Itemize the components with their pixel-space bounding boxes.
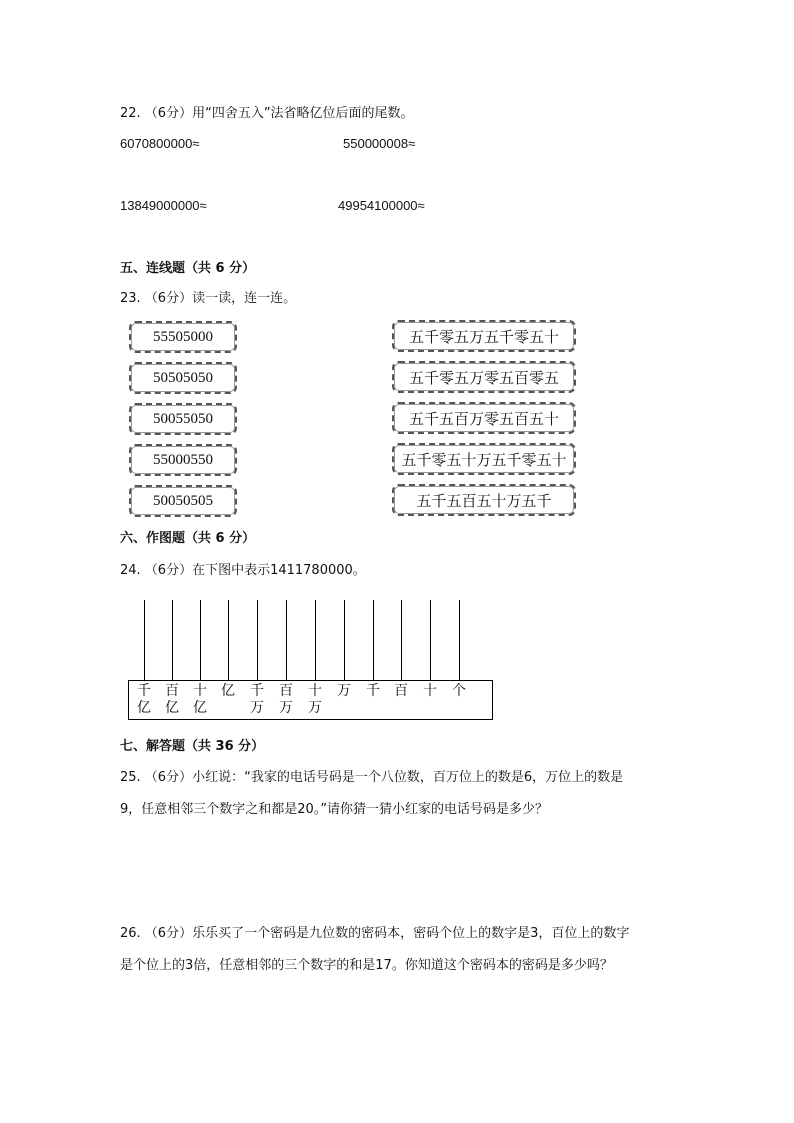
abacus-rod-4[interactable] [228, 600, 229, 680]
section-6-title: 六、作图题（共 6 分） [120, 531, 256, 546]
words-card-1[interactable]: 五千零五万五千零五十 [392, 320, 576, 352]
place-bottom-7: 万 [308, 700, 322, 716]
q25-line-1: 25. （6分）小红说：“我家的电话号码是一个八位数，百万位上的数是6，万位上的数是 [120, 770, 624, 785]
number-card-2[interactable]: 50505050 [129, 362, 237, 394]
place-top-12: 个 [452, 683, 466, 699]
place-top-2: 百 [165, 683, 179, 699]
q22-item-3: 13849000000≈ [120, 198, 207, 213]
place-top-1: 千 [137, 683, 151, 699]
place-top-6: 百 [279, 683, 293, 699]
place-bottom-3: 亿 [193, 700, 207, 716]
place-top-5: 千 [250, 683, 264, 699]
section-7-title: 七、解答题（共 36 分） [120, 739, 265, 754]
q22-item-2: 550000008≈ [343, 136, 416, 151]
q22-item-1: 6070800000≈ [120, 136, 200, 151]
q22-item-4: 49954100000≈ [338, 198, 425, 213]
place-bottom-6: 万 [279, 700, 293, 716]
place-bottom-5: 万 [250, 700, 264, 716]
place-top-3: 十 [193, 683, 207, 699]
place-bottom-1: 亿 [137, 700, 151, 716]
words-card-4[interactable]: 五千零五十万五千零五十 [392, 443, 576, 475]
abacus-rod-3[interactable] [200, 600, 201, 680]
q25-line-2: 9，任意相邻三个数字之和都是20。”请你猜一猜小红家的电话号码是多少？ [120, 802, 549, 817]
abacus-rod-12[interactable] [459, 600, 460, 680]
place-top-11: 十 [423, 683, 437, 699]
q24-stem: 24. （6分）在下图中表示1411780000。 [120, 563, 366, 578]
words-card-5[interactable]: 五千五百五十万五千 [392, 484, 576, 516]
q26-line-1: 26. （6分）乐乐买了一个密码是九位数的密码本，密码个位上的数字是3，百位上的数字 [120, 926, 630, 941]
abacus-rod-2[interactable] [172, 600, 173, 680]
abacus-rod-9[interactable] [373, 600, 374, 680]
q22-stem: 22. （6分）用“四舍五入”法省略亿位后面的尾数。 [120, 106, 414, 121]
number-card-3[interactable]: 50055050 [129, 403, 237, 435]
number-card-5[interactable]: 50050505 [129, 485, 237, 517]
q26-line-2: 是个位上的3倍，任意相邻的三个数字的和是17。你知道这个密码本的密码是多少吗？ [120, 958, 613, 973]
place-top-7: 十 [308, 683, 322, 699]
number-card-1[interactable]: 55505000 [129, 321, 237, 353]
abacus-rod-5[interactable] [257, 600, 258, 680]
abacus-rod-8[interactable] [344, 600, 345, 680]
abacus-rod-10[interactable] [401, 600, 402, 680]
section-5-title: 五、连线题（共 6 分） [120, 261, 256, 276]
abacus-rod-11[interactable] [430, 600, 431, 680]
place-top-4: 亿 [221, 683, 235, 699]
abacus-rod-1[interactable] [144, 600, 145, 680]
words-card-3[interactable]: 五千五百万零五百五十 [392, 402, 576, 434]
place-bottom-2: 亿 [165, 700, 179, 716]
q23-stem: 23. （6分）读一读，连一连。 [120, 291, 297, 306]
place-top-8: 万 [337, 683, 351, 699]
place-top-9: 千 [366, 683, 380, 699]
abacus-rod-6[interactable] [286, 600, 287, 680]
abacus-rod-7[interactable] [315, 600, 316, 680]
place-top-10: 百 [394, 683, 408, 699]
words-card-2[interactable]: 五千零五万零五百零五 [392, 361, 576, 393]
number-card-4[interactable]: 55000550 [129, 444, 237, 476]
